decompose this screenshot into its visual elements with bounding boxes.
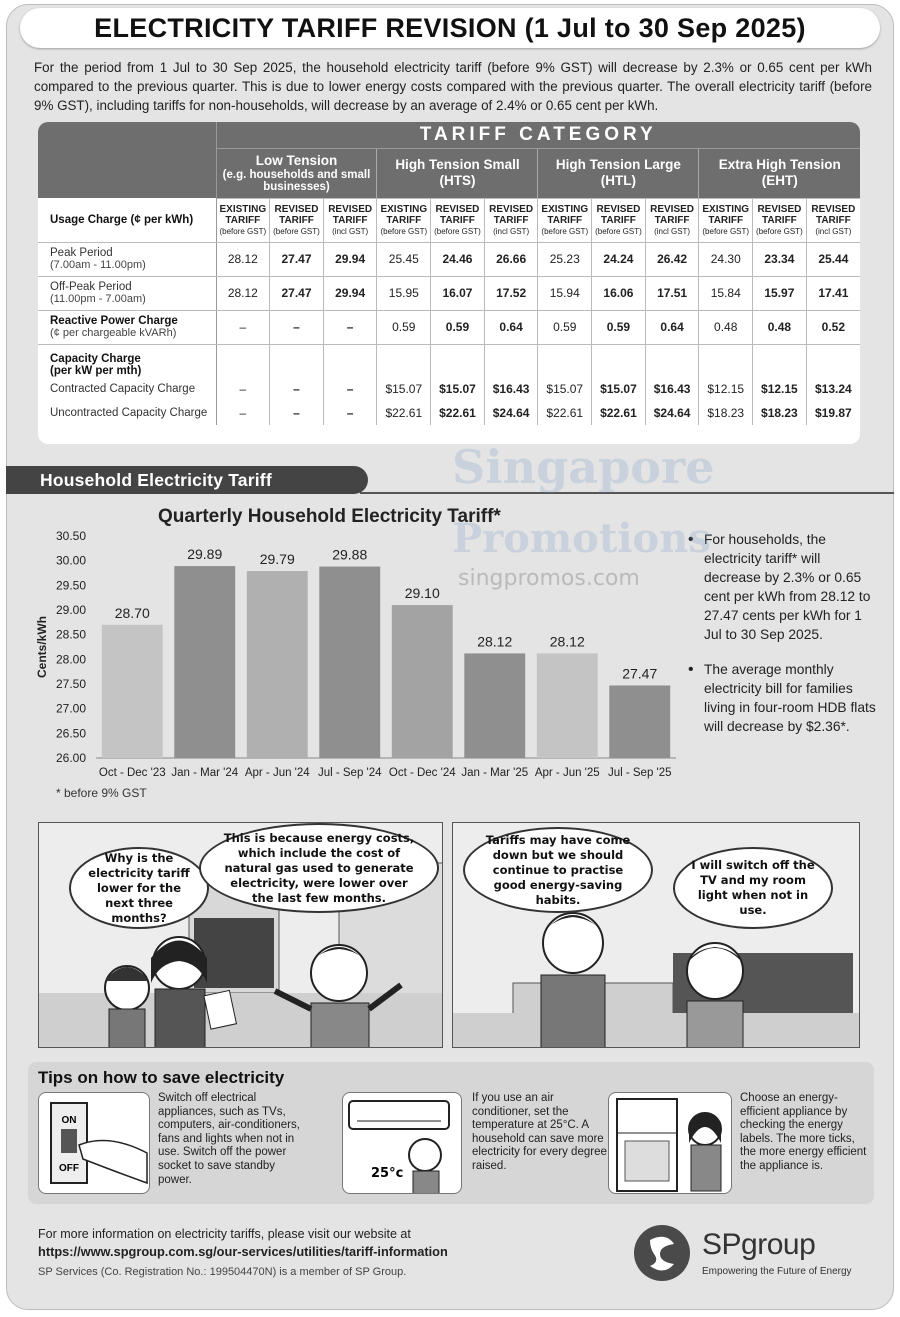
tariff-cell: 0.48 bbox=[753, 310, 807, 344]
offpeak-period-label: Off-Peak Period (11.00pm - 7.00am) bbox=[38, 276, 216, 310]
tariff-group-sub: (e.g. households and small businesses) bbox=[222, 169, 371, 193]
tariff-column-header bbox=[699, 198, 753, 242]
tariff-cell: $16.43 bbox=[484, 377, 538, 401]
tariff-group-header bbox=[377, 148, 538, 198]
column-header-line: TARIFF bbox=[386, 214, 422, 226]
tariff-cell: – bbox=[270, 377, 324, 401]
column-header-line: (incl GST) bbox=[654, 226, 691, 236]
tariff-cell: 0.59 bbox=[538, 310, 592, 344]
column-header-line: TARIFF bbox=[708, 214, 744, 226]
speech-bubble-question: Why is the electricity tariff lower for the next three months? bbox=[69, 847, 209, 929]
bar-value-label: 27.47 bbox=[622, 665, 658, 682]
tariff-cell: 0.64 bbox=[484, 310, 538, 344]
tariff-cell: 26.42 bbox=[645, 242, 699, 276]
column-header-line: REVISED bbox=[596, 203, 641, 215]
tariff-cell: 24.24 bbox=[592, 242, 646, 276]
tariff-cell: 0.64 bbox=[645, 310, 699, 344]
tariff-column-header bbox=[323, 198, 377, 242]
peak-period-label: Peak Period (7.00am - 11.00pm) bbox=[38, 242, 216, 276]
tariff-group-name: High Tension Large bbox=[555, 157, 681, 172]
tariff-group-name: Extra High Tension bbox=[718, 157, 841, 172]
bar bbox=[319, 567, 380, 758]
tariff-cell: – bbox=[270, 310, 324, 344]
energy-label-fridge-icon bbox=[609, 1093, 732, 1194]
registration-note: SP Services (Co. Registration No.: 199504470N) is a member of SP Group. bbox=[38, 1266, 407, 1278]
column-header-line: EXISTING bbox=[541, 203, 589, 215]
tip-aircon-text: If you use an air conditioner, set the temperature at 25°C. A household can save more electricity for every degree raised. bbox=[472, 1092, 607, 1172]
x-tick-label: Jan - Mar '24 bbox=[171, 767, 239, 779]
column-header-line: EXISTING bbox=[219, 203, 267, 215]
bar-value-label: 29.79 bbox=[259, 551, 295, 568]
tariff-cell bbox=[753, 344, 807, 377]
tariff-cell: $15.07 bbox=[377, 377, 431, 401]
aircon-illustration bbox=[342, 1092, 462, 1194]
light-switch-icon bbox=[39, 1093, 150, 1194]
tariff-cell: $15.07 bbox=[431, 377, 485, 401]
y-tick-label: 30.50 bbox=[55, 529, 86, 543]
column-header-line: (before GST) bbox=[756, 226, 803, 236]
tariff-cell: 0.59 bbox=[431, 310, 485, 344]
tariff-cell: $22.61 bbox=[377, 401, 431, 425]
speech-bubble-advice: Tariffs may have come down but we should continue to practise good energy-saving habits. bbox=[463, 827, 653, 913]
tariff-cell: $24.64 bbox=[645, 401, 699, 425]
tariff-cell: $12.15 bbox=[699, 377, 753, 401]
switch-off-label: OFF bbox=[59, 1163, 79, 1174]
tips-title: Tips on how to save electricity bbox=[38, 1068, 285, 1087]
tariff-cell bbox=[216, 344, 270, 377]
column-header-line: TARIFF bbox=[493, 214, 529, 226]
contracted-capacity-label: Contracted Capacity Charge bbox=[38, 377, 216, 401]
tariff-cell: 16.07 bbox=[431, 276, 485, 310]
intro-paragraph: For the period from 1 Jul to 30 Sep 2025, the household electricity tariff (before 9% GST) will decrease by 2.3% or 0.65 cent per kWh compared to the previous quarter. This is due to lower energy costs compared with the previous quarter. The overall electricity tariff (before 9% GST), including tariffs for non-households, will decrease by an average of 2.4% or 0.65 cent per kWh. bbox=[34, 60, 872, 113]
x-tick-label: Jul - Sep '25 bbox=[607, 767, 672, 779]
section-tab bbox=[6, 466, 368, 494]
tariff-group-header bbox=[538, 148, 699, 198]
tariff-column-header bbox=[806, 198, 860, 242]
tariff-cell: 27.47 bbox=[270, 242, 324, 276]
tariff-cell: 17.51 bbox=[645, 276, 699, 310]
tariff-info-link[interactable]: https://www.spgroup.com.sg/our-services/utilities/tariff-information bbox=[38, 1244, 448, 1259]
tariff-table bbox=[38, 122, 860, 425]
tariff-cell bbox=[645, 344, 699, 377]
chart-title: Quarterly Household Electricity Tariff* bbox=[158, 506, 501, 527]
tariff-group-sub: (EHT) bbox=[761, 173, 798, 188]
bar-value-label: 28.12 bbox=[477, 633, 513, 650]
column-header-line: (before GST) bbox=[380, 226, 428, 236]
tariff-column-header bbox=[645, 198, 699, 242]
reactive-power-label: Reactive Power Charge (¢ per chargeable kVARh) bbox=[38, 310, 216, 344]
bar bbox=[392, 605, 453, 758]
bar bbox=[609, 685, 670, 758]
tariff-group-name: Low Tension bbox=[255, 153, 338, 168]
tariff-cell: 26.66 bbox=[484, 242, 538, 276]
column-header-line: (before GST) bbox=[541, 226, 589, 236]
air-conditioner-icon bbox=[343, 1093, 462, 1194]
tariff-cell: – bbox=[270, 401, 324, 425]
uncontracted-capacity-label: Uncontracted Capacity Charge bbox=[38, 401, 216, 425]
column-header-line: REVISED bbox=[328, 203, 373, 215]
column-header-line: EXISTING bbox=[702, 203, 750, 215]
column-header-line: REVISED bbox=[489, 203, 534, 215]
tariff-cell: 17.52 bbox=[484, 276, 538, 310]
tariff-cell: 0.48 bbox=[699, 310, 753, 344]
tariff-column-header bbox=[538, 198, 592, 242]
x-tick-label: Apr - Jun '24 bbox=[244, 767, 310, 779]
tip-appliance-text: Choose an energy-efficient appliance by checking the energy labels. The more ticks, the more energy efficient the appliance is. bbox=[740, 1092, 867, 1172]
tariff-cell: $12.15 bbox=[753, 377, 807, 401]
switch-on-label: ON bbox=[61, 1115, 77, 1126]
tariff-cell: 29.94 bbox=[323, 276, 377, 310]
tariff-cell: $22.61 bbox=[592, 401, 646, 425]
bar bbox=[174, 566, 235, 758]
tariff-cell: – bbox=[323, 401, 377, 425]
tips-section bbox=[28, 1062, 874, 1204]
tariff-cell: 15.84 bbox=[699, 276, 753, 310]
bar-value-label: 29.10 bbox=[404, 585, 440, 602]
logo-name: SPgroup bbox=[702, 1228, 816, 1261]
comic-panel-right bbox=[452, 822, 860, 1048]
y-tick-label: 28.00 bbox=[55, 652, 86, 667]
tariff-cell: 24.30 bbox=[699, 242, 753, 276]
tariff-column-header bbox=[216, 198, 270, 242]
tariff-group-name: High Tension Small bbox=[395, 157, 520, 172]
tariff-cell bbox=[431, 344, 485, 377]
tariff-cell: 28.12 bbox=[216, 242, 270, 276]
column-header-line: TARIFF bbox=[654, 214, 690, 226]
bullet-item: • For households, the electricity tariff* will decrease by 2.3% or 0.65 cent per kWh from 28.12 to 27.47 cents per kWh for 1 Jul to 30 Sep 2025. bbox=[688, 530, 878, 644]
tariff-cell: – bbox=[216, 401, 270, 425]
column-header-line: REVISED bbox=[757, 203, 802, 215]
capacity-charge-label: Capacity Charge (per kW per mth) bbox=[38, 344, 216, 377]
tariff-cell: 25.45 bbox=[377, 242, 431, 276]
tariff-cell: 15.94 bbox=[538, 276, 592, 310]
tariff-cell bbox=[377, 344, 431, 377]
x-tick-label: Oct - Dec '24 bbox=[388, 767, 456, 779]
tariff-cell: $16.43 bbox=[645, 377, 699, 401]
bar bbox=[102, 625, 163, 758]
tariff-group-header bbox=[699, 148, 860, 198]
y-tick-label: 29.50 bbox=[55, 578, 86, 593]
tariff-column-header bbox=[753, 198, 807, 242]
tariff-cell: $18.23 bbox=[699, 401, 753, 425]
column-header-line: (before GST) bbox=[273, 226, 320, 236]
x-tick-label: Apr - Jun '25 bbox=[534, 767, 600, 779]
tariff-group-sub: (HTL) bbox=[600, 173, 637, 188]
tariff-cell bbox=[270, 344, 324, 377]
y-tick-label: 26.50 bbox=[55, 726, 86, 741]
bar-value-label: 28.70 bbox=[114, 604, 150, 621]
footer-info bbox=[38, 1226, 448, 1260]
tariff-cell: 23.34 bbox=[753, 242, 807, 276]
tariff-cell: 0.52 bbox=[806, 310, 860, 344]
chart-footnote: * before 9% GST bbox=[56, 786, 147, 800]
tariff-cell: 0.59 bbox=[377, 310, 431, 344]
tariff-cell bbox=[538, 344, 592, 377]
section-title: Household Electricity Tariff bbox=[40, 469, 272, 490]
page-title: ELECTRICITY TARIFF REVISION (1 Jul to 30 Sep 2025) bbox=[94, 12, 806, 43]
column-header-line: (incl GST) bbox=[815, 226, 852, 236]
comic-panel-left bbox=[38, 822, 443, 1048]
tariff-cell: 15.95 bbox=[377, 276, 431, 310]
switch-illustration bbox=[38, 1092, 150, 1194]
tariff-column-header bbox=[592, 198, 646, 242]
chart-container bbox=[26, 500, 686, 800]
y-tick-label: 30.00 bbox=[55, 553, 86, 568]
tariff-cell: – bbox=[216, 377, 270, 401]
tariff-cell: 25.44 bbox=[806, 242, 860, 276]
column-header-line: (incl GST) bbox=[332, 226, 369, 236]
y-tick-label: 28.50 bbox=[55, 627, 86, 642]
bar-value-label: 29.89 bbox=[187, 546, 223, 563]
watermark-subtitle: Promotions bbox=[452, 515, 711, 562]
sp-logo-mark-icon bbox=[630, 1222, 694, 1284]
column-header-line: TARIFF bbox=[601, 214, 636, 226]
tariff-table-box bbox=[38, 122, 860, 444]
column-header-line: REVISED bbox=[435, 203, 480, 215]
column-header-line: TARIFF bbox=[225, 214, 261, 226]
tariff-bullets bbox=[688, 530, 878, 752]
x-tick-label: Jul - Sep '24 bbox=[317, 767, 382, 779]
tariff-cell: – bbox=[323, 310, 377, 344]
speech-bubble-answer: This is because energy costs, which include the cost of natural gas used to generate electricity, were lower over the last few months. bbox=[199, 823, 439, 913]
tariff-cell: – bbox=[323, 377, 377, 401]
logo-tagline: Empowering the Future of Energy bbox=[702, 1266, 852, 1277]
tariff-cell: $18.23 bbox=[753, 401, 807, 425]
bar bbox=[537, 653, 598, 758]
column-header-line: TARIFF bbox=[440, 214, 475, 226]
tariff-cell: $15.07 bbox=[538, 377, 592, 401]
column-header-line: EXISTING bbox=[380, 203, 428, 215]
section-divider bbox=[360, 492, 894, 494]
tariff-cell: $13.24 bbox=[815, 381, 852, 396]
bar-value-label: 29.88 bbox=[332, 546, 368, 563]
bar-value-label: 28.12 bbox=[549, 633, 585, 650]
bar bbox=[247, 571, 308, 758]
x-tick-label: Jan - Mar '25 bbox=[461, 767, 529, 779]
tariff-cell bbox=[699, 344, 753, 377]
column-header-line: TARIFF bbox=[279, 214, 314, 226]
column-header-line: (before GST) bbox=[219, 226, 267, 236]
footer-info-text: For more information on electricity tariffs, please visit our website at bbox=[38, 1227, 411, 1241]
usage-charge-label: Usage Charge (¢ per kWh) bbox=[38, 198, 216, 242]
column-header-line: REVISED bbox=[650, 203, 695, 215]
tariff-cell: 29.94 bbox=[323, 242, 377, 276]
column-header-line: (before GST) bbox=[595, 226, 642, 236]
y-tick-label: 27.00 bbox=[55, 701, 86, 716]
tariff-cell: 16.06 bbox=[592, 276, 646, 310]
tariff-column-header bbox=[377, 198, 431, 242]
tariff-cell: 25.23 bbox=[538, 242, 592, 276]
tariff-column-header bbox=[431, 198, 485, 242]
tariff-cell bbox=[323, 344, 377, 377]
column-header-line: REVISED bbox=[274, 203, 319, 215]
column-header-line: TARIFF bbox=[761, 214, 797, 226]
bar-chart bbox=[26, 500, 686, 790]
speech-bubble-reply: I will switch off the TV and my room light when not in use. bbox=[673, 847, 833, 929]
tariff-cell bbox=[592, 344, 646, 377]
tariff-cell: $19.87 bbox=[815, 405, 852, 420]
tariff-cell: 0.59 bbox=[592, 310, 646, 344]
y-tick-label: 27.50 bbox=[55, 677, 86, 691]
tariff-cell: 28.12 bbox=[216, 276, 270, 310]
fridge-illustration bbox=[608, 1092, 732, 1194]
column-header-line: TARIFF bbox=[815, 214, 851, 226]
sp-group-logo bbox=[630, 1222, 866, 1284]
column-header-line: REVISED bbox=[811, 203, 856, 215]
bar bbox=[464, 653, 525, 758]
tariff-cell: $24.64 bbox=[484, 401, 538, 425]
y-tick-label: 26.00 bbox=[55, 751, 86, 765]
y-tick-label: 29.00 bbox=[55, 603, 86, 617]
tariff-group-header bbox=[216, 148, 377, 198]
tariff-category-header: TARIFF CATEGORY bbox=[216, 122, 860, 148]
column-header-line: (before GST) bbox=[702, 226, 750, 236]
tariff-cell bbox=[806, 344, 860, 377]
tariff-column-header bbox=[484, 198, 538, 242]
tariff-cell: $22.61 bbox=[538, 401, 592, 425]
tariff-cell: – bbox=[216, 310, 270, 344]
column-header-line: (before GST) bbox=[434, 226, 481, 236]
tariff-cell: $15.07 bbox=[592, 377, 646, 401]
tariff-group-sub: (HTS) bbox=[439, 173, 476, 188]
tariff-column-header bbox=[270, 198, 324, 242]
bullet-item: • The average monthly electricity bill for families living in four-room HDB flats will decrease by $2.36*. bbox=[688, 660, 878, 736]
tip-switch-off-text: Switch off electrical appliances, such as TVs, computers, air-conditioners, fans and lights when not in use. Switch off the power socket to save standby power. bbox=[158, 1092, 300, 1186]
title-bar bbox=[20, 8, 880, 48]
column-header-line: TARIFF bbox=[547, 214, 583, 226]
tariff-cell: 27.47 bbox=[270, 276, 324, 310]
aircon-temperature: 25°c bbox=[371, 1166, 404, 1181]
y-axis-label: Cents/kWh bbox=[35, 615, 49, 679]
watermark-title: Singapore bbox=[452, 440, 715, 494]
column-header-line: (incl GST) bbox=[493, 226, 530, 236]
column-header-line: TARIFF bbox=[332, 214, 368, 226]
table-corner bbox=[38, 122, 216, 198]
tariff-cell: $22.61 bbox=[431, 401, 485, 425]
tariff-cell bbox=[484, 344, 538, 377]
tariff-cell: 24.46 bbox=[431, 242, 485, 276]
tariff-cell: 17.41 bbox=[806, 276, 860, 310]
tariff-cell: 15.97 bbox=[753, 276, 807, 310]
x-tick-label: Oct - Dec '23 bbox=[98, 767, 166, 779]
watermark-url: singpromos.com bbox=[458, 566, 640, 591]
